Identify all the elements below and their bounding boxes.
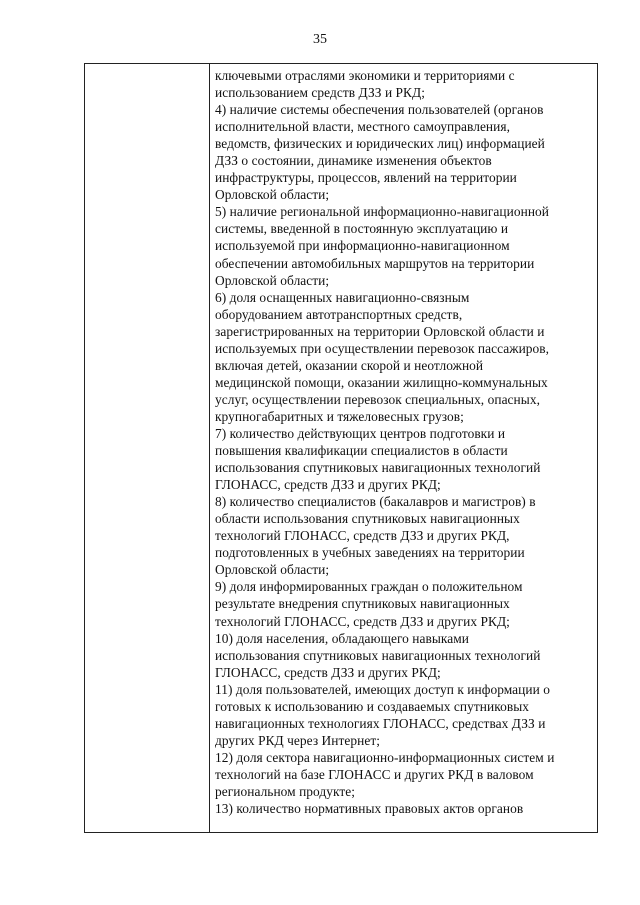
text-line: 12) доля сектора навигационно-информационных систем и [215, 749, 555, 765]
text-line: оборудованием автотранспортных средств, [215, 306, 463, 322]
text-line: используемых при осуществлении перевозок пассажиров, [215, 340, 550, 356]
text-line: медицинской помощи, оказании жилищно-коммунальных [215, 374, 548, 390]
text-line: использования спутниковых навигационных технологий [215, 460, 541, 476]
text-line: 4) наличие системы обеспечения пользователей (органов [215, 102, 544, 118]
text-line: технологий ГЛОНАСС, средств ДЗЗ и других РКД; [215, 613, 510, 629]
text-line: технологий ГЛОНАСС, средств ДЗЗ и других РКД, [215, 528, 510, 544]
page-number: 35 [313, 32, 327, 47]
text-line: обеспечении автомобильных маршрутов на территории [215, 255, 535, 271]
text-line: ДЗЗ о состоянии, динамике изменения объектов [215, 153, 492, 169]
text-line: ключевыми отраслями экономики и территориями с [215, 68, 515, 83]
text-line: Орловской области; [215, 187, 330, 203]
text-line: ГЛОНАСС, средств ДЗЗ и других РКД; [215, 477, 441, 493]
text-line: других РКД через Интернет; [215, 732, 381, 748]
text-line: крупногабаритных и тяжеловесных грузов; [215, 408, 464, 424]
text-line: включая детей, оказании скорой и неотложной [215, 357, 484, 373]
text-line: региональном продукте; [215, 783, 356, 799]
text-line: повышения квалификации специалистов в области [215, 443, 508, 459]
column-divider [209, 64, 210, 832]
text-line: зарегистрированных на территории Орловской области и [215, 323, 545, 339]
text-line: 10) доля населения, обладающего навыками [215, 630, 470, 646]
text-line: 7) количество действующих центров подготовки и [215, 425, 506, 441]
text-line: используемой при информационно-навигационном [215, 238, 510, 254]
text-line: ГЛОНАСС, средств ДЗЗ и других РКД; [215, 664, 441, 680]
text-line: использования спутниковых навигационных технологий [215, 647, 541, 663]
text-line: области использования спутниковых навигационных [215, 511, 520, 527]
table-right-cell [215, 67, 595, 817]
text-line: 13) количество нормативных правовых актов органов [215, 801, 524, 817]
text-line: исполнительной власти, местного самоуправления, [215, 119, 510, 135]
text-line: подготовленных в учебных заведениях на территории [215, 545, 525, 561]
text-line: ведомств, физических и юридических лиц) информацией [215, 136, 545, 152]
text-line: услуг, осуществлении перевозок специальных, опасных, [215, 391, 540, 407]
text-line: технологий на базе ГЛОНАСС и других РКД в валовом [215, 766, 534, 782]
text-line: навигационных технологиях ГЛОНАСС, средствах ДЗЗ и [215, 715, 546, 731]
text-line: использованием средств ДЗЗ и РКД; [215, 85, 425, 101]
text-line: системы, введенной в постоянную эксплуатацию и [215, 221, 509, 237]
text-line: 9) доля информированных граждан о положительном [215, 579, 523, 595]
document-table [84, 63, 598, 833]
text-line: 8) количество специалистов (бакалавров и магистров) в [215, 494, 536, 510]
text-line: 5) наличие региональной информационно-навигационной [215, 204, 549, 220]
text-line: готовых к использованию и создаваемых спутниковых [215, 698, 530, 714]
text-line: 6) доля оснащенных навигационно-связным [215, 289, 470, 305]
text-line: Орловской области; [215, 272, 330, 288]
text-line: Орловской области; [215, 562, 330, 578]
text-line: инфраструктуры, процессов, явлений на территории [215, 170, 517, 186]
text-line: результате внедрения спутниковых навигационных [215, 596, 510, 612]
table-left-cell [85, 64, 209, 832]
text-line: 11) доля пользователей, имеющих доступ к информации о [215, 681, 550, 697]
